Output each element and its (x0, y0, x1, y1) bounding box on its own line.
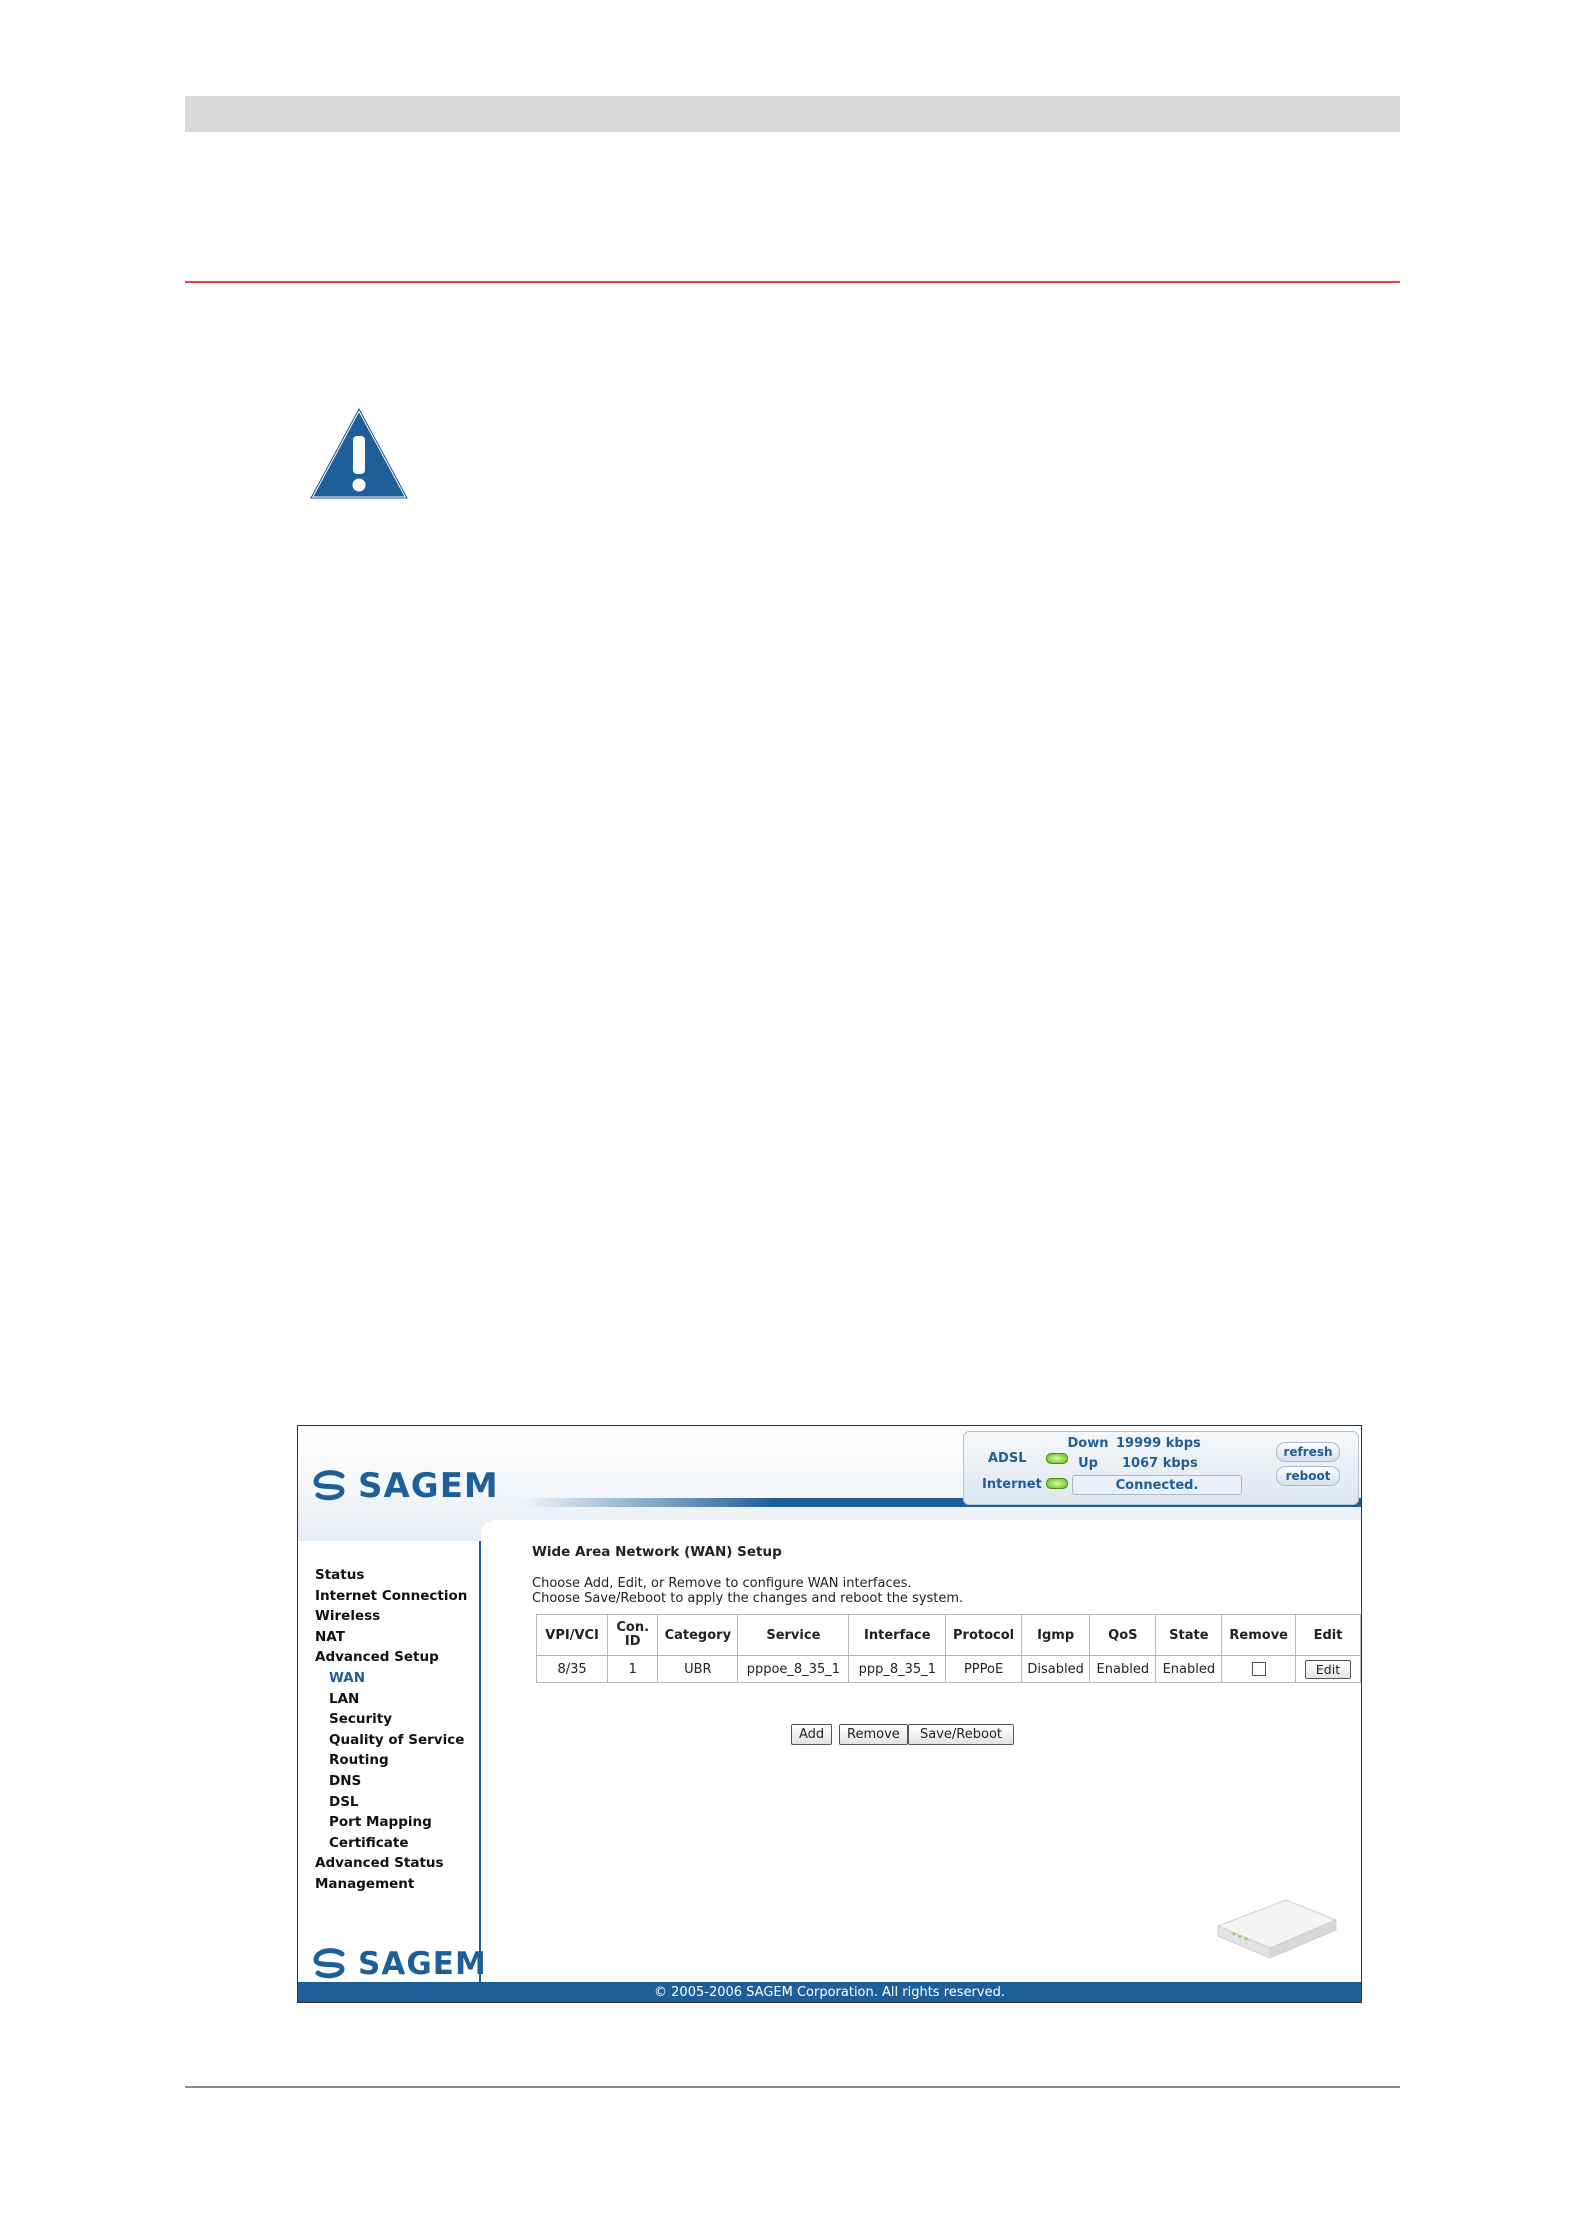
table-cell: Disabled (1021, 1656, 1089, 1683)
sidebar-nav (315, 1565, 467, 1895)
edit-button[interactable]: Edit (1305, 1660, 1351, 1679)
sidebar-item-advanced-setup[interactable]: Advanced Setup (315, 1649, 439, 1666)
column-header-interface: Interface (849, 1615, 946, 1656)
sidebar-item-port-mapping[interactable]: Port Mapping (329, 1814, 432, 1831)
footer-divider (185, 2086, 1400, 2088)
column-header-service: Service (738, 1615, 849, 1656)
sidebar-item-management[interactable]: Management (315, 1875, 415, 1892)
sagem-swirl-icon (312, 1470, 350, 1502)
sidebar-item-status[interactable]: Status (315, 1567, 365, 1583)
sagem-swirl-icon (312, 1948, 350, 1980)
sagem-logo-footer (312, 1946, 487, 1982)
column-header-qos: QoS (1090, 1615, 1156, 1656)
sidebar-item-nat[interactable]: NAT (315, 1628, 345, 1645)
wan-interfaces-table (536, 1614, 1361, 1683)
table-cell: 1 (608, 1656, 658, 1683)
description-line-2: Choose Save/Reboot to apply the changes and reboot the system. (532, 1591, 964, 1606)
connection-state: Connected. (1115, 1477, 1199, 1493)
brand-name: SAGEM (358, 1946, 487, 1982)
sagem-logo (312, 1466, 499, 1506)
column-header-category: Category (658, 1615, 738, 1656)
refresh-button[interactable]: refresh (1276, 1442, 1340, 1462)
header-divider (185, 281, 1400, 283)
sidebar-item-wan[interactable]: WAN (329, 1669, 366, 1686)
column-header-edit: Edit (1296, 1615, 1361, 1656)
up-label: Up (1078, 1456, 1098, 1471)
table-cell: PPPoE (946, 1656, 1022, 1683)
sidebar-item-lan[interactable]: LAN (329, 1690, 360, 1707)
table-row (537, 1656, 1361, 1683)
column-header-state: State (1156, 1615, 1222, 1656)
table-cell: ppp_8_35_1 (849, 1656, 946, 1683)
save-reboot-button[interactable]: Save/Reboot (908, 1724, 1014, 1745)
edit-cell (1296, 1656, 1361, 1683)
page-header-bar (185, 96, 1400, 132)
column-header-con-id: Con. ID (608, 1615, 658, 1656)
content-tab (481, 1520, 1361, 1541)
column-header-igmp: Igmp (1021, 1615, 1089, 1656)
modem-device-image (1208, 1892, 1343, 1962)
sidebar-item-routing[interactable]: Routing (329, 1752, 389, 1769)
copyright-text: © 2005-2006 SAGEM Corporation. All rights reserved. (654, 1984, 1005, 2000)
sidebar-item-internet-connection[interactable]: Internet Connection (315, 1587, 468, 1604)
table-cell: pppoe_8_35_1 (738, 1656, 849, 1683)
sidebar-item-advanced-status[interactable]: Advanced Status (315, 1855, 444, 1872)
up-rate: 1067 kbps (1122, 1456, 1198, 1471)
down-rate: 19999 kbps (1116, 1436, 1201, 1451)
adsl-label: ADSL (988, 1451, 1027, 1466)
connection-status-panel (963, 1431, 1359, 1505)
sidebar-item-quality-of-service[interactable]: Quality of Service (329, 1731, 465, 1748)
sidebar-item-dsl[interactable]: DSL (329, 1793, 359, 1810)
column-header-remove: Remove (1222, 1615, 1296, 1656)
column-header-protocol: Protocol (946, 1615, 1022, 1656)
description-line-1: Choose Add, Edit, or Remove to configure WAN interfaces. (532, 1576, 912, 1591)
remove-button[interactable]: Remove (839, 1724, 908, 1745)
column-header-vpi-vci: VPI/VCI (537, 1615, 608, 1656)
internet-label: Internet (982, 1477, 1042, 1492)
table-cell: 8/35 (537, 1656, 608, 1683)
sidebar-item-wireless[interactable]: Wireless (315, 1608, 381, 1625)
table-header-row (537, 1615, 1361, 1656)
footer-bar (298, 1982, 1361, 2002)
brand-name: SAGEM (358, 1466, 499, 1506)
router-screenshot (297, 1425, 1362, 2003)
remove-checkbox[interactable] (1252, 1662, 1266, 1676)
table-cell: Enabled (1090, 1656, 1156, 1683)
warning-triangle-icon (308, 406, 410, 501)
add-button[interactable]: Add (791, 1724, 832, 1745)
connection-state-box (1072, 1475, 1242, 1495)
sidebar-item-dns[interactable]: DNS (329, 1772, 362, 1789)
remove-cell (1222, 1656, 1296, 1683)
down-label: Down (1067, 1436, 1109, 1451)
reboot-button[interactable]: reboot (1276, 1466, 1340, 1486)
sidebar-item-security[interactable]: Security (329, 1711, 393, 1728)
table-cell: Enabled (1156, 1656, 1222, 1683)
internet-led-icon (1046, 1478, 1068, 1489)
sidebar-item-certificate[interactable]: Certificate (329, 1834, 409, 1851)
table-cell: UBR (658, 1656, 738, 1683)
page-title: Wide Area Network (WAN) Setup (532, 1544, 782, 1560)
